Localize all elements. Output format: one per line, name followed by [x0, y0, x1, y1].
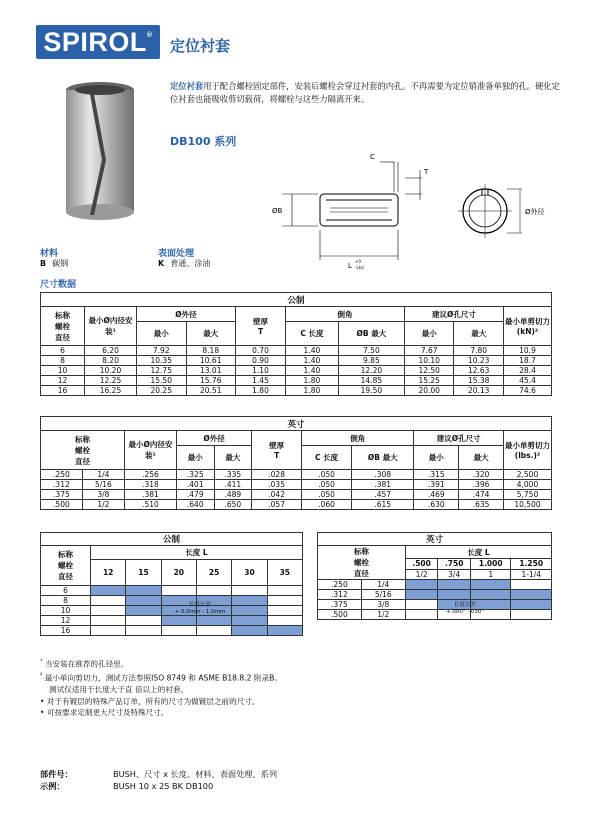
- availability-cell: [91, 626, 126, 636]
- availability-cell: [267, 596, 302, 606]
- col-hole: 建议Ø孔尺寸: [414, 431, 504, 446]
- metric-length-table: [40, 532, 303, 636]
- table-cell: 15.38: [454, 376, 504, 386]
- inch-dimension-table: [40, 416, 552, 510]
- col-length: 长度 L: [91, 546, 303, 560]
- finish-label: 表面处理: [158, 249, 195, 259]
- table-cell: .500: [318, 610, 362, 620]
- material-value: B 碳钢: [40, 259, 69, 268]
- table-cell: .635: [459, 500, 504, 510]
- availability-cell: [91, 586, 126, 596]
- table-cell: 12.63: [454, 366, 504, 376]
- table-cell: 1.80: [286, 386, 339, 396]
- length-header-fraction: 1: [470, 569, 510, 580]
- table-cell: .489: [214, 490, 252, 500]
- table-cell: 1.45: [236, 376, 286, 386]
- availability-cell: [91, 616, 126, 626]
- length-header: 15: [126, 560, 161, 586]
- table-cell: 10.35: [137, 356, 187, 366]
- table-cell: .250: [41, 470, 83, 480]
- dim-l-label: L: [348, 262, 352, 270]
- table-cell: .042: [252, 490, 302, 500]
- table-cell: .640: [176, 500, 214, 510]
- table-cell: 12.25: [85, 376, 137, 386]
- table-cell: 10.20: [85, 366, 137, 376]
- col-chamfer: 倒角: [286, 307, 405, 322]
- table-row: [318, 590, 552, 600]
- length-header: 35: [267, 560, 302, 586]
- table-cell: 5,750: [504, 490, 552, 500]
- table-cell: 10,500: [504, 500, 552, 510]
- col-wall: 壁厚 T: [236, 307, 286, 346]
- availability-cell: [267, 616, 302, 626]
- table-cell: .510: [124, 500, 176, 510]
- dim-l-tol-top: +0: [355, 259, 361, 264]
- dim-b-label: ØB: [272, 207, 283, 215]
- table-cell: 10.10: [404, 356, 454, 366]
- col-nominal: 标称 螺栓 直径: [41, 307, 85, 346]
- table-cell: 15.25: [404, 376, 454, 386]
- intro-highlight: 定位衬套: [170, 81, 204, 91]
- table-cell: 10.61: [186, 356, 236, 366]
- availability-cell: [267, 626, 302, 636]
- length-header: .500: [405, 559, 438, 570]
- col-min-id: 最小Ø内径安装¹: [85, 307, 137, 346]
- table-row: [41, 366, 552, 376]
- col-nominal: 标称 螺栓 直径: [41, 546, 91, 586]
- note-3: • 对于有镀层的特殊产品订单，所有的尺寸为做镀层之前的尺寸。: [40, 696, 260, 706]
- table-cell: 1/4: [82, 470, 124, 480]
- table-row: [41, 386, 552, 396]
- material-label: 材料: [40, 249, 59, 259]
- registered-mark: ®: [146, 32, 153, 39]
- col-od: Ø外径: [176, 431, 251, 446]
- length-header: 30: [232, 560, 267, 586]
- dim-t-label: T: [424, 168, 429, 176]
- length-header-fraction: 1-1/4: [511, 569, 552, 580]
- table-cell: .312: [318, 590, 362, 600]
- table-cell: 1/4: [361, 580, 405, 590]
- availability-cell: [126, 596, 161, 606]
- availability-cell: [91, 596, 126, 606]
- series-title: DB100 系列: [170, 135, 237, 148]
- col-od-max: 最大: [214, 446, 252, 470]
- col-nominal: 标称 螺栓 直径: [41, 431, 125, 470]
- table-cell: 10.9: [504, 346, 552, 356]
- part-number-value: BUSH、尺寸 x 长度、材料、表面处理、系列: [113, 769, 278, 779]
- table-cell: .650: [214, 500, 252, 510]
- table-cell: 19.50: [338, 386, 404, 396]
- table-cell: .469: [414, 490, 459, 500]
- inch-length-caption: 英寸: [318, 533, 552, 546]
- table-cell: .479: [176, 490, 214, 500]
- table-cell: 16: [41, 386, 85, 396]
- intro-paragraph: [170, 80, 560, 106]
- col-hole-min: 最小: [404, 322, 454, 346]
- table-cell: 74.6: [504, 386, 552, 396]
- table-cell: 7.67: [404, 346, 454, 356]
- table-cell: 15.76: [186, 376, 236, 386]
- table-cell: .050: [302, 470, 352, 480]
- table-cell: 8.20: [85, 356, 137, 366]
- col-c: C 长度: [302, 446, 352, 470]
- table-cell: 10: [41, 606, 91, 616]
- table-cell: 28.4: [504, 366, 552, 376]
- table-row: [41, 616, 303, 626]
- table-cell: .312: [41, 480, 83, 490]
- length-header: 12: [91, 560, 126, 586]
- table-cell: 1.10: [236, 366, 286, 376]
- table-row: [318, 580, 552, 590]
- note-1: $^{^1}$ 当安装在推荐的孔径里。: [40, 658, 129, 669]
- availability-cell: [232, 616, 267, 626]
- availability-cell: [470, 590, 510, 600]
- table-cell: .060: [302, 500, 352, 510]
- length-header: .750: [438, 559, 471, 570]
- table-cell: 1.80: [236, 386, 286, 396]
- availability-cell: [405, 590, 438, 600]
- table-cell: 12.50: [404, 366, 454, 376]
- table-cell: .381: [352, 480, 414, 490]
- table-cell: 6: [41, 586, 91, 596]
- part-number-label: 部件号：: [40, 769, 73, 779]
- product-photo: [60, 80, 140, 223]
- table-row: [41, 500, 552, 510]
- note-4: • 可按要求定制更大尺寸及特殊尺寸。: [40, 708, 169, 718]
- col-od: Ø外径: [137, 307, 236, 322]
- length-header: 1.250: [511, 559, 552, 570]
- table-cell: 8: [41, 356, 85, 366]
- table-row: [41, 490, 552, 500]
- table-cell: 16.25: [85, 386, 137, 396]
- availability-cell: [267, 606, 302, 616]
- col-shear: 最小单剪切力 (kN)²: [504, 307, 552, 346]
- table-cell: 20.13: [454, 386, 504, 396]
- dimensions-label: 尺寸数据: [40, 280, 77, 290]
- table-cell: 7.92: [137, 346, 187, 356]
- table-cell: 1/2: [361, 610, 405, 620]
- table-cell: 20.25: [137, 386, 187, 396]
- table-cell: 8: [41, 596, 91, 606]
- table-cell: .057: [252, 500, 302, 510]
- availability-cell: [511, 610, 552, 620]
- note-2: $^{^2}$ 最小单向剪切力，测试方法参照ISO 8749 和 ASME B18.8.2 附录B。: [40, 672, 282, 683]
- table-cell: 45.4: [504, 376, 552, 386]
- availability-cell: [438, 590, 471, 600]
- table-cell: .401: [176, 480, 214, 490]
- availability-cell: [232, 626, 267, 636]
- table-cell: .500: [41, 500, 83, 510]
- table-cell: 14.85: [338, 376, 404, 386]
- table-cell: 1/2: [82, 500, 124, 510]
- dim-c-label: C: [370, 153, 375, 161]
- table-row: [41, 346, 552, 356]
- col-od-max: 最大: [186, 322, 236, 346]
- table-cell: 18.7: [504, 356, 552, 366]
- dim-od-label: Ø外径: [525, 208, 545, 216]
- example-label: 示例：: [40, 781, 65, 791]
- footnotes: [40, 656, 282, 719]
- table-cell: .050: [302, 490, 352, 500]
- technical-drawing: [270, 148, 555, 273]
- availability-cell: [511, 590, 552, 600]
- table-cell: .315: [414, 470, 459, 480]
- table-row: [41, 376, 552, 386]
- table-cell: .411: [214, 480, 252, 490]
- availability-cell: [232, 606, 267, 616]
- col-min-id: 最小Ø内径安装¹: [124, 431, 176, 470]
- table-cell: 1.40: [286, 366, 339, 376]
- availability-cell: [267, 586, 302, 596]
- table-row: [41, 356, 552, 366]
- table-cell: .375: [41, 490, 83, 500]
- finish-value: K 普通、涂油: [158, 259, 211, 268]
- table-cell: .050: [302, 480, 352, 490]
- table-cell: 12: [41, 376, 85, 386]
- table-cell: 10.23: [454, 356, 504, 366]
- availability-cell: [196, 616, 231, 626]
- availability-cell: [438, 580, 471, 590]
- table-cell: 12: [41, 616, 91, 626]
- length-header-fraction: 3/4: [438, 569, 471, 580]
- col-od-min: 最小: [137, 322, 187, 346]
- availability-cell: [511, 580, 552, 590]
- table-row: [41, 586, 303, 596]
- availability-cell: [196, 626, 231, 636]
- table-row: [41, 480, 552, 490]
- length-header-fraction: 1/2: [405, 569, 438, 580]
- availability-cell: [161, 586, 196, 596]
- availability-cell: [405, 580, 438, 590]
- col-hole-max: 最大: [454, 322, 504, 346]
- table-cell: 2,500: [504, 470, 552, 480]
- table-cell: 7.50: [338, 346, 404, 356]
- table-cell: .308: [352, 470, 414, 480]
- table-cell: 20.00: [404, 386, 454, 396]
- table-cell: .474: [459, 490, 504, 500]
- table-cell: .035: [252, 480, 302, 490]
- table-cell: 3/8: [361, 600, 405, 610]
- table-cell: .325: [176, 470, 214, 480]
- table-cell: 9.85: [338, 356, 404, 366]
- availability-cell: [511, 600, 552, 610]
- table-cell: 6.20: [85, 346, 137, 356]
- table-cell: .256: [124, 470, 176, 480]
- table-cell: 12.20: [338, 366, 404, 376]
- length-header: 1.000: [470, 559, 510, 570]
- table-cell: .318: [124, 480, 176, 490]
- table-cell: 10: [41, 366, 85, 376]
- col-length: 长度 L: [405, 546, 551, 559]
- table-cell: 13.01: [186, 366, 236, 376]
- col-nominal: 标称 螺栓 直径: [318, 546, 406, 580]
- table-cell: 1.40: [286, 356, 339, 366]
- length-header: 25: [196, 560, 231, 586]
- table-cell: .381: [124, 490, 176, 500]
- table-cell: .391: [414, 480, 459, 490]
- table-cell: .457: [352, 490, 414, 500]
- table-cell: 6: [41, 346, 85, 356]
- table-cell: 5/16: [361, 590, 405, 600]
- table-cell: 4,000: [504, 480, 552, 490]
- col-hole-max: 最大: [459, 446, 504, 470]
- availability-cell: [91, 606, 126, 616]
- example-value: BUSH 10 x 25 BK DB100: [113, 781, 214, 791]
- availability-cell: [126, 586, 161, 596]
- table-cell: 3/8: [82, 490, 124, 500]
- page-title: 定位衬套: [170, 37, 231, 55]
- table-cell: 0.70: [236, 346, 286, 356]
- table-cell: .396: [459, 480, 504, 490]
- availability-cell: [232, 586, 267, 596]
- availability-cell: [126, 616, 161, 626]
- col-b: ØB 最大: [338, 322, 404, 346]
- table-cell: 20.51: [186, 386, 236, 396]
- dim-l-tol-bot: -Ltol: [355, 265, 364, 270]
- table-cell: 8.18: [186, 346, 236, 356]
- availability-cell: [126, 606, 161, 616]
- col-b: ØB 最大: [352, 446, 414, 470]
- col-chamfer: 倒角: [302, 431, 414, 446]
- availability-cell: [161, 616, 196, 626]
- availability-cell: [126, 626, 161, 636]
- table-cell: 0.90: [236, 356, 286, 366]
- table-cell: 5/16: [82, 480, 124, 490]
- col-wall: 壁厚 T: [252, 431, 302, 470]
- table-cell: .250: [318, 580, 362, 590]
- table-row: [41, 626, 303, 636]
- col-c: C 长度: [286, 322, 339, 346]
- table-cell: .630: [414, 500, 459, 510]
- table-cell: 15.50: [137, 376, 187, 386]
- table-cell: 7.80: [454, 346, 504, 356]
- inch-length-tolerance: 长度公差 +.000" -.030": [446, 602, 484, 615]
- col-shear: 最小单剪切力 (lbs.)²: [504, 431, 552, 470]
- table-cell: 12.75: [137, 366, 187, 376]
- availability-cell: [232, 596, 267, 606]
- col-hole-min: 最小: [414, 446, 459, 470]
- intro-text: 用于配合螺栓固定部件，安装后螺栓会穿过衬套的内孔。不再需要为定位销准备单独的孔。硬化定位衬套也能吸收剪切载荷，将螺栓与这些力隔离开来。: [170, 81, 560, 104]
- table-row: [41, 470, 552, 480]
- table-cell: 16: [41, 626, 91, 636]
- col-od-min: 最小: [176, 446, 214, 470]
- table-cell: 1.40: [286, 346, 339, 356]
- spirol-logo: SPIROL®: [36, 25, 160, 59]
- length-header: 20: [161, 560, 196, 586]
- metric-dimension-table: [40, 292, 552, 396]
- availability-cell: [470, 580, 510, 590]
- availability-cell: [196, 586, 231, 596]
- table-cell: 1.80: [286, 376, 339, 386]
- availability-cell: [161, 626, 196, 636]
- table-cell: .028: [252, 470, 302, 480]
- table-cell: .375: [318, 600, 362, 610]
- note-2b: 测试仅适用于长度大于直 倍以上的衬套。: [49, 685, 189, 695]
- table-cell: .335: [214, 470, 252, 480]
- table-cell: .320: [459, 470, 504, 480]
- table-cell: .615: [352, 500, 414, 510]
- metric-caption: 公制: [41, 293, 552, 307]
- metric-length-tolerance: 长度公差 + 0.0mm - 1.0mm: [174, 602, 226, 615]
- inch-caption: 英寸: [41, 417, 552, 431]
- col-hole: 建议Ø孔尺寸: [404, 307, 503, 322]
- metric-length-caption: 公制: [41, 533, 303, 546]
